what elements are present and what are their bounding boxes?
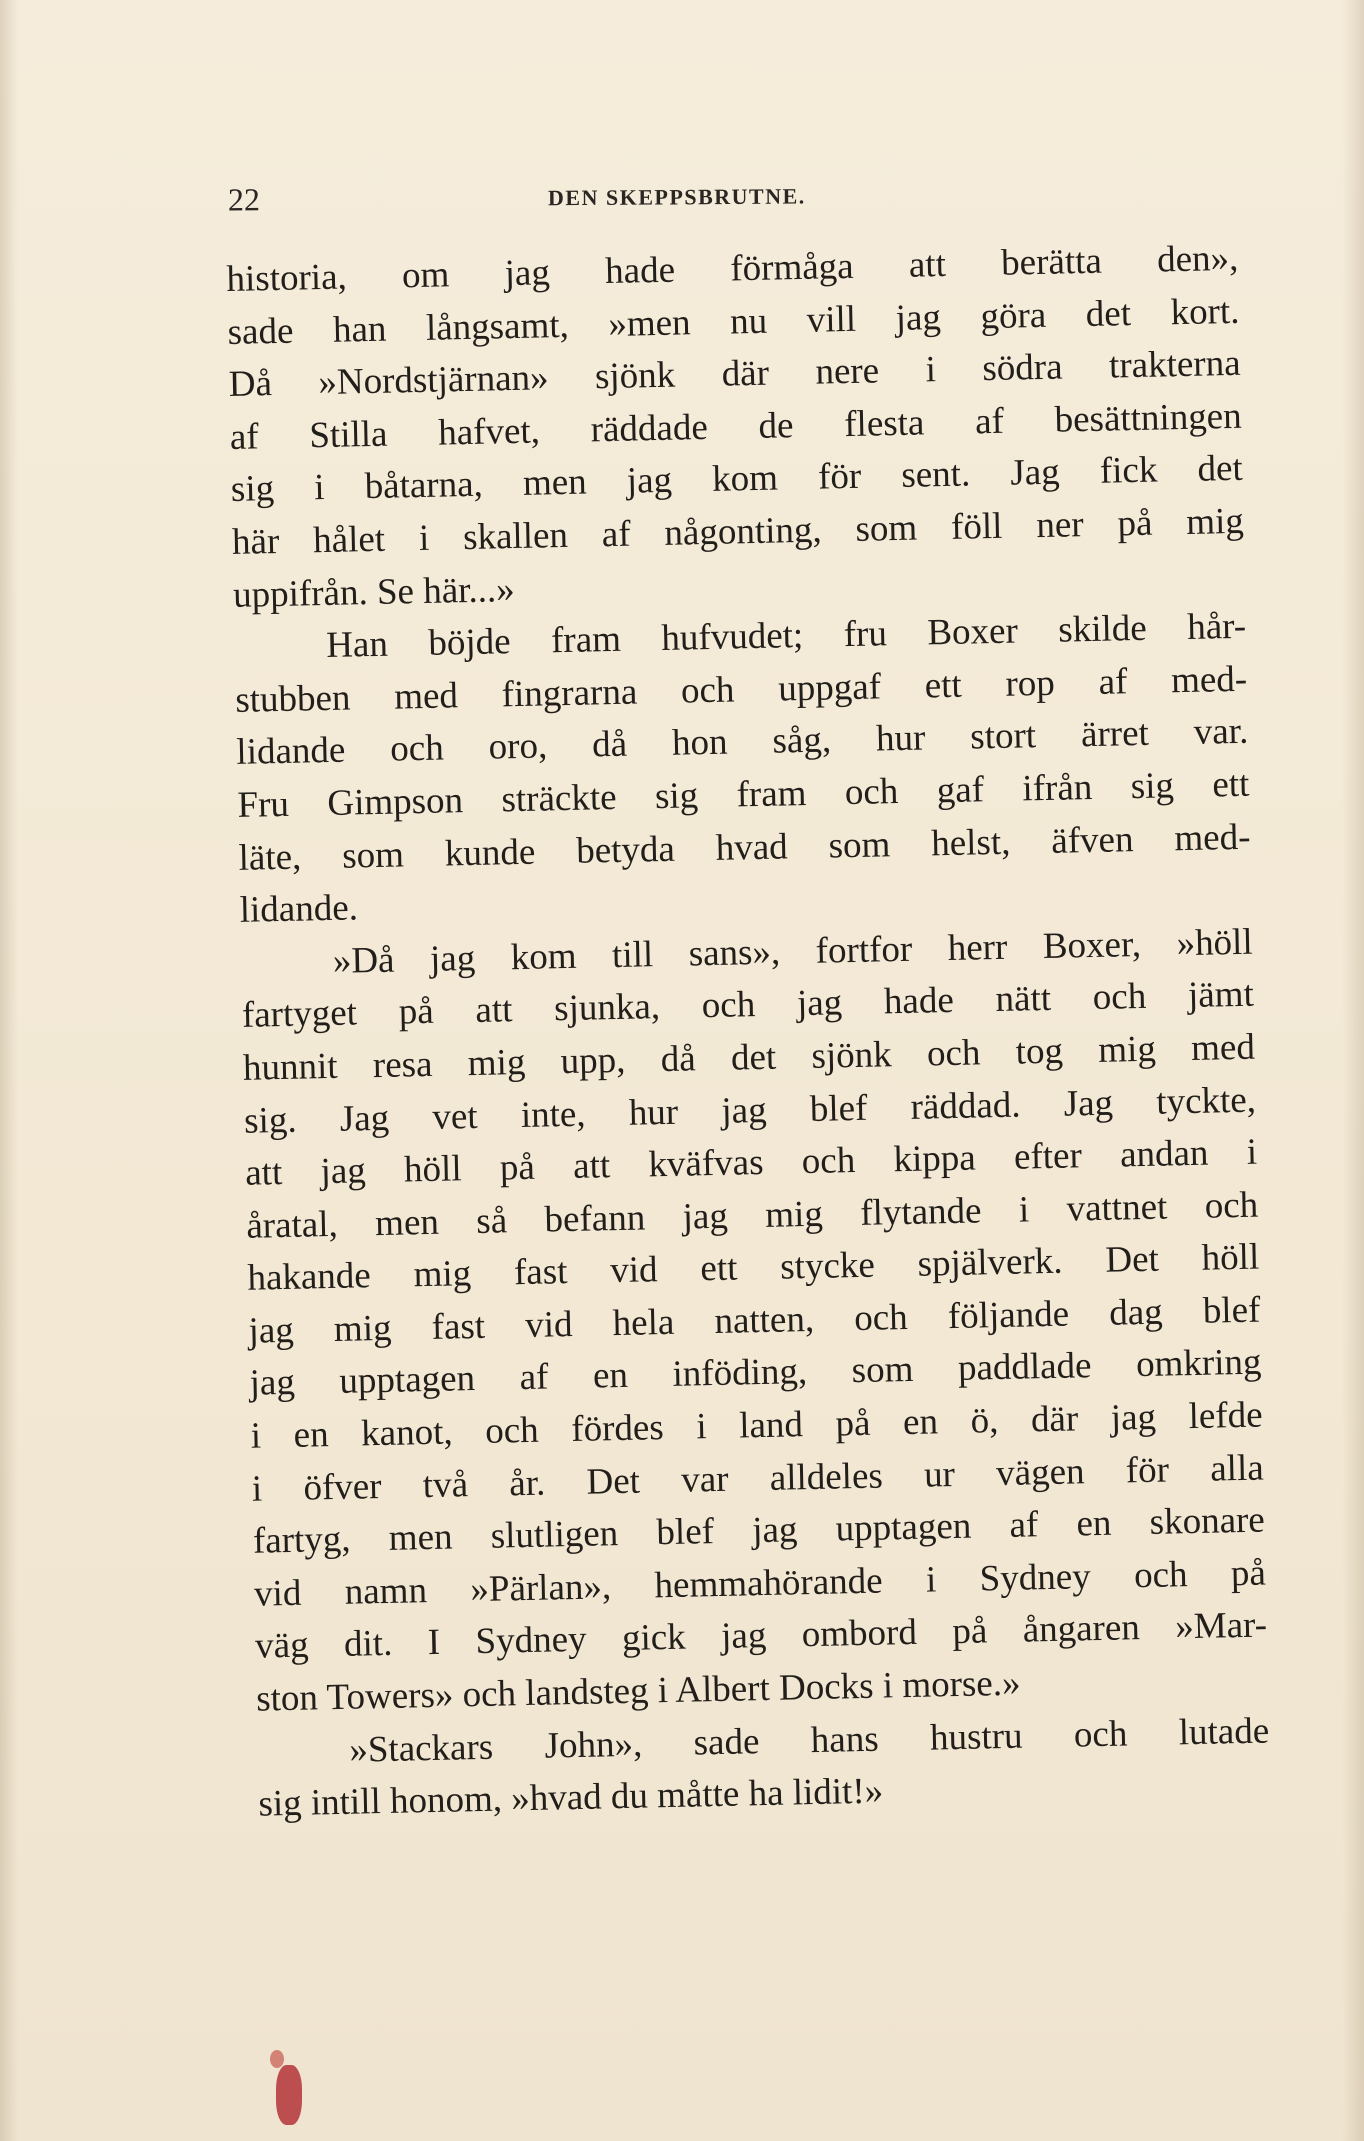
text-line: Fru Gimpson sträckte sig fram och gaf ifrån sig ett [237, 763, 1250, 826]
text-line: väg dit. I Sydney gick jag ombord på ångaren »Mar- [254, 1604, 1268, 1668]
text-line: lidande. [239, 887, 359, 931]
paragraph [226, 233, 1245, 622]
text-line: »Stackars John», sade hans hustru och lutade [348, 1710, 1270, 1771]
text-line: jag mig fast vid hela natten, och följande dag blef [248, 1289, 1261, 1352]
text-line: fartyg, men slutligen blef jag upptagen af en skonare [252, 1499, 1266, 1562]
body-text [226, 233, 1271, 1832]
text-line: stubben med fingrarna och uppgaf ett rop af med- [234, 658, 1248, 721]
text-line: ston Towers» och landsteg i Albert Docks i morse.» [255, 1662, 1021, 1720]
text-line: hunnit resa mig upp, då det sjönk och tog mig med [242, 1026, 1256, 1089]
text-line: hakande mig fast vid ett stycke spjälverk. Det höll [247, 1236, 1260, 1300]
running-title: DEN SKEPPSBRUTNE. [547, 183, 806, 211]
text-line: Då »Nordstjärnan» sjönk där nere i södra trakterna [228, 342, 1241, 406]
text-line: att jag höll på att kväfvas och kippa efter andan i [244, 1131, 1258, 1194]
paragraph [257, 1705, 1271, 1831]
text-line: »Då jag kom till sans», fortfor herr Boxer, »höll [332, 921, 1254, 982]
paragraph [240, 916, 1268, 1726]
text-line: här hålet i skallen af någonting, som föll ner på mig [231, 500, 1245, 563]
text-line: Han böjde fram hufvudet; fru Boxer skilde hår- [325, 605, 1247, 667]
ink-stain-small [270, 2050, 284, 2068]
ink-stain [276, 2065, 302, 2125]
text-line: jag upptagen af en inföding, som paddlade omkring [249, 1342, 1262, 1405]
page-number: 22 [227, 181, 261, 218]
text-line: i en kanot, och fördes i land på en ö, där jag lefde [250, 1394, 1263, 1457]
text-line: vid namn »Pärlan», hemmahörande i Sydney och på [253, 1552, 1267, 1615]
text-line: af Stilla hafvet, räddade de flesta af besättningen [229, 395, 1243, 458]
text-line: läte, som kunde betyda hvad som helst, äfven med- [238, 816, 1251, 879]
page-header [228, 174, 1238, 225]
text-line: historia, om jag hade förmåga att berätta den», [226, 237, 1239, 300]
text-line: fartyget på att sjunka, och jag hade nätt och jämt [241, 973, 1255, 1037]
text-line: sig. Jag vet inte, hur jag blef räddad. Jag tyckte, [243, 1079, 1257, 1142]
page-edge-shadow-right [1342, 0, 1364, 2141]
text-line: sade han långsamt, »men nu vill jag göra det kort. [227, 290, 1240, 353]
text-line: åratal, men så befann jag mig flytande i vattnet och [245, 1184, 1259, 1247]
text-line: sig intill honom, »hvad du måtte ha lidit!» [258, 1770, 884, 1825]
text-line: sig i båtarna, men jag kom för sent. Jag fick det [230, 448, 1244, 511]
page-edge-shadow-left [0, 0, 18, 2141]
text-line: i öfver två år. Det var alldeles ur vägen för alla [251, 1447, 1265, 1510]
paragraph [234, 601, 1252, 938]
text-line: lidande och oro, då hon såg, hur stort ärret var. [236, 711, 1249, 774]
text-line: uppifrån. Se här...» [232, 568, 516, 616]
